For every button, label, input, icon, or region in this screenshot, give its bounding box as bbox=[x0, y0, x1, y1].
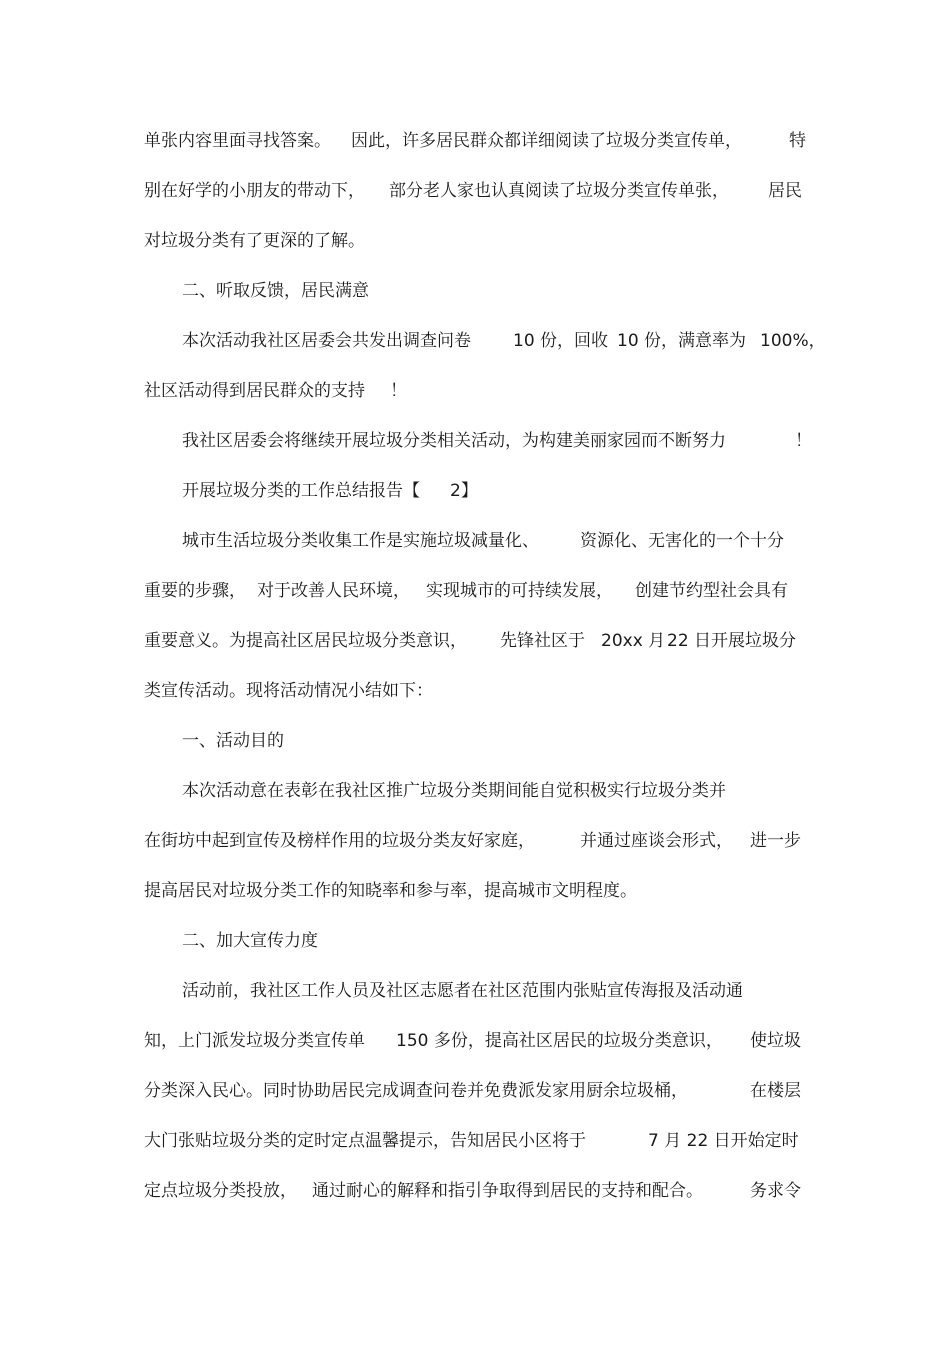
text-segment: ！ bbox=[795, 431, 812, 451]
text-line bbox=[0, 1071, 950, 1111]
text-segment: 部分老人家也认真阅读了垃圾分类宣传单张， bbox=[389, 181, 729, 201]
text-segment: 创建节约型社会具有 bbox=[635, 581, 788, 601]
text-segment: 类宣传活动。现将活动情况小结如下： bbox=[144, 681, 433, 701]
text-segment: ！ bbox=[390, 381, 407, 401]
text-segment: 我社区居委会将继续开展垃圾分类相关活动，为构建美丽家园而不断努力 bbox=[182, 431, 726, 451]
section-heading bbox=[0, 271, 950, 311]
text-segment: 城市生活垃圾分类收集工作是实施垃圾减量化、 bbox=[182, 531, 539, 551]
text-line bbox=[0, 971, 950, 1011]
text-line bbox=[0, 771, 950, 811]
text-segment: 居民 bbox=[768, 181, 802, 201]
text-segment: 务求令 bbox=[750, 1181, 801, 1201]
text-segment: 20xx 月 bbox=[601, 631, 666, 651]
text-segment: 活动前，我社区工作人员及社区志愿者在社区范围内张贴宣传海报及活动通 bbox=[182, 981, 743, 1001]
text-segment: 二、加大宣传力度 bbox=[182, 931, 318, 951]
text-segment: 开展垃圾分类的工作总结报告【 bbox=[182, 481, 420, 501]
report-title bbox=[0, 471, 950, 511]
text-segment: 在楼层 bbox=[750, 1081, 801, 1101]
text-segment: 通过耐心的解释和指引争取得到居民的支持和配合。 bbox=[312, 1181, 703, 1201]
section-heading bbox=[0, 921, 950, 961]
text-segment: 别在好学的小朋友的带动下， bbox=[144, 181, 365, 201]
text-segment: 社区活动得到居民群众的支持 bbox=[144, 381, 365, 401]
text-segment: 实现城市的可持续发展， bbox=[426, 581, 613, 601]
text-segment: 大门张贴垃圾分类的定时定点温馨提示，告知居民小区将于 bbox=[144, 1131, 586, 1151]
text-segment: 知，上门派发垃圾分类宣传单 bbox=[144, 1031, 365, 1051]
text-line bbox=[0, 821, 950, 861]
text-line bbox=[0, 221, 950, 261]
text-segment: 本次活动我社区居委会共发出调查问卷 bbox=[182, 331, 471, 351]
text-segment: 二、听取反馈，居民满意 bbox=[182, 281, 369, 301]
text-segment: 单张内容里面寻找答案。 bbox=[144, 131, 331, 151]
text-line bbox=[0, 521, 950, 561]
text-segment: 使垃圾 bbox=[750, 1031, 801, 1051]
text-segment: 在街坊中起到宣传及榜样作用的垃圾分类友好家庭， bbox=[144, 831, 535, 851]
text-segment: 因此，许多居民群众都详细阅读了垃圾分类宣传单， bbox=[351, 131, 742, 151]
text-line bbox=[0, 871, 950, 911]
text-line bbox=[0, 421, 950, 461]
text-segment: 22 日开展垃圾分 bbox=[667, 631, 797, 651]
text-segment: 并通过座谈会形式， bbox=[580, 831, 733, 851]
text-segment: 重要的步骤， bbox=[144, 581, 246, 601]
text-segment: 2】 bbox=[450, 481, 478, 501]
text-segment: 先锋社区于 bbox=[500, 631, 585, 651]
text-segment: 定点垃圾分类投放， bbox=[144, 1181, 297, 1201]
section-heading bbox=[0, 721, 950, 761]
text-segment: 重要意义。为提高社区居民垃圾分类意识， bbox=[144, 631, 467, 651]
text-line bbox=[0, 1121, 950, 1161]
text-segment: 10 份，满意率为 bbox=[617, 331, 747, 351]
text-line bbox=[0, 371, 950, 411]
text-segment: 100%， bbox=[760, 331, 826, 351]
text-line bbox=[0, 171, 950, 211]
text-line bbox=[0, 1021, 950, 1061]
text-segment: 分类深入民心。同时协助居民完成调查问卷并免费派发家用厨余垃圾桶， bbox=[144, 1081, 688, 1101]
text-segment: 10 份，回收 bbox=[513, 331, 609, 351]
text-line bbox=[0, 621, 950, 661]
text-line bbox=[0, 671, 950, 711]
text-segment: 提高居民对垃圾分类工作的知晓率和参与率，提高城市文明程度。 bbox=[144, 881, 637, 901]
text-segment: 进一步 bbox=[750, 831, 801, 851]
text-line bbox=[0, 1171, 950, 1211]
text-segment: 150 多份，提高社区居民的垃圾分类意识， bbox=[396, 1031, 723, 1051]
text-line bbox=[0, 321, 950, 361]
text-segment: 7 月 22 日开始定时 bbox=[648, 1131, 799, 1151]
text-line bbox=[0, 571, 950, 611]
text-segment: 资源化、无害化的一个十分 bbox=[580, 531, 784, 551]
text-segment: 对垃圾分类有了更深的了解。 bbox=[144, 231, 365, 251]
text-segment: 对于改善人民环境， bbox=[257, 581, 410, 601]
text-segment: 特 bbox=[789, 131, 806, 151]
text-segment: 一、活动目的 bbox=[182, 731, 284, 751]
text-segment: 本次活动意在表彰在我社区推广垃圾分类期间能自觉积极实行垃圾分类并 bbox=[182, 781, 726, 801]
text-line bbox=[0, 121, 950, 161]
